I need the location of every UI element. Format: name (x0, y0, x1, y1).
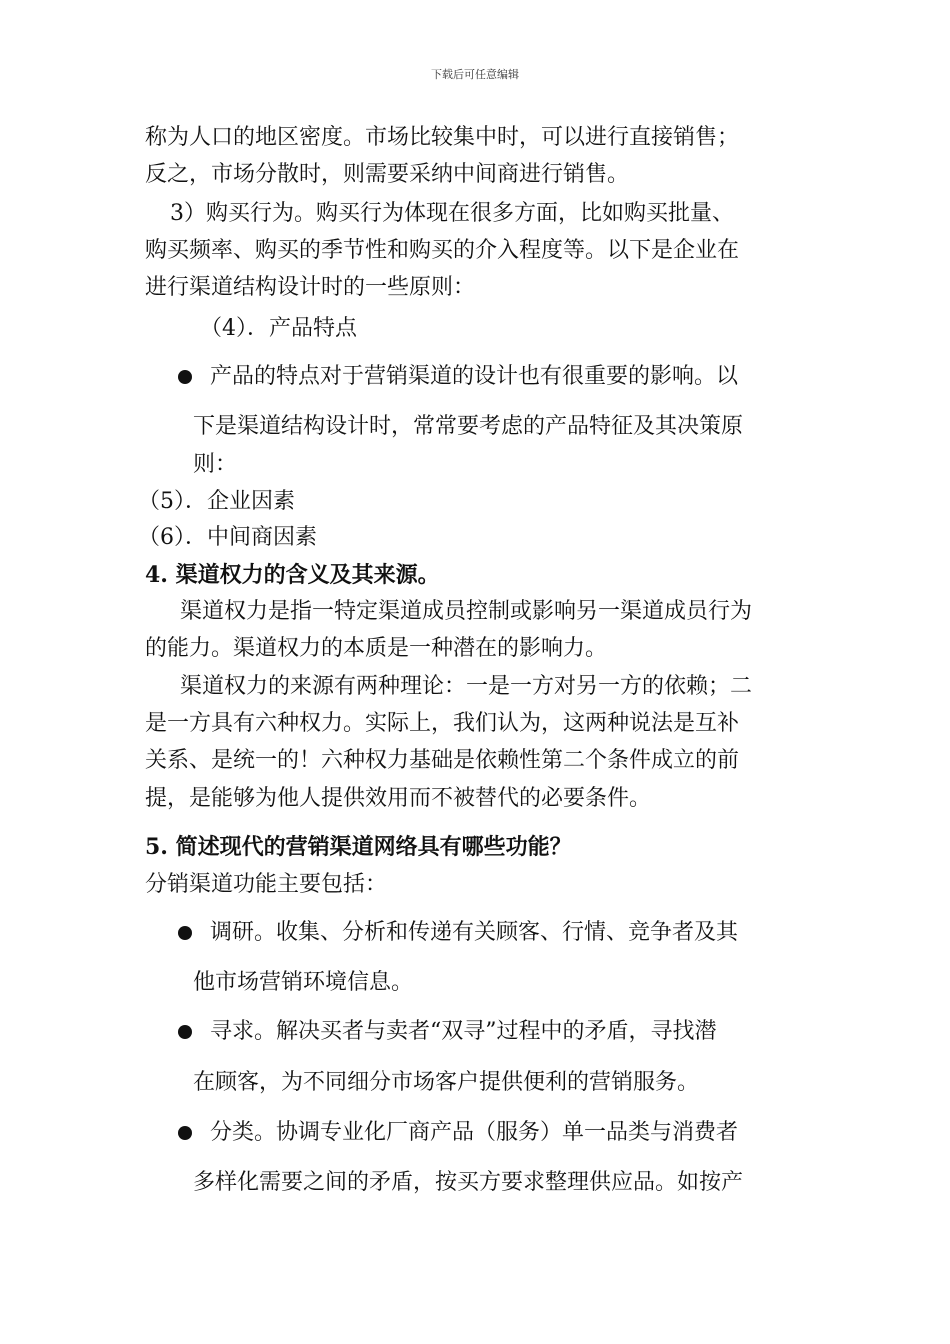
bullet-text: 寻求。解决买者与卖者“双寻”过程中的矛盾，寻找潜 (210, 1019, 717, 1044)
section-heading-4: 4. 渠道权力的含义及其来源。 (145, 562, 440, 588)
text-line: 购买频率、购买的季节性和购买的介入程度等。以下是企业在 (145, 238, 740, 263)
paragraph-line: 提，是能够为他人提供效用而不被替代的必要条件。 (145, 786, 652, 811)
paragraph-line: 是一方具有六种权力。实际上，我们认为，这两种说法是互补 (145, 711, 740, 736)
bullet-text: 分类。协调专业化厂商产品（服务）单一品类与消费者 (210, 1120, 739, 1145)
bullet-icon (178, 1025, 192, 1039)
text-line: 进行渠道结构设计时的一些原则： (145, 275, 476, 300)
text-line: 称为人口的地区密度。市场比较集中时，可以进行直接销售； (145, 125, 740, 150)
bullet-text: 产品的特点对于营销渠道的设计也有很重要的影响。以 (210, 364, 739, 389)
subheading-product-features: （4）．产品特点 (200, 316, 357, 341)
bullet-icon (178, 1126, 192, 1140)
bullet-icon (178, 370, 192, 384)
text-line: 3）购买行为。购买行为体现在很多方面，比如购买批量、 (170, 201, 734, 226)
subheading-intermediary-factors: （6）．中间商因素 (138, 525, 317, 550)
section-heading-5: 5. 简述现代的营销渠道网络具有哪些功能？ (145, 834, 572, 860)
text-line: 反之，市场分散时，则需要采纳中间商进行销售。 (145, 162, 630, 187)
bullet-icon (178, 926, 192, 940)
paragraph-line: 的能力。渠道权力的本质是一种潜在的影响力。 (145, 636, 608, 661)
bullet-text: 他市场营销环境信息。 (193, 970, 414, 995)
paragraph-line: 渠道权力是指一特定渠道成员控制或影响另一渠道成员行为 (180, 599, 753, 624)
bullet-text: 下是渠道结构设计时，常常要考虑的产品特征及其决策原 (193, 414, 744, 439)
page-header: 下载后可任意编辑 (431, 68, 519, 81)
bullet-text: 则： (193, 452, 238, 477)
paragraph-line: 关系、是统一的！六种权力基础是依赖性第二个条件成立的前 (145, 748, 740, 773)
paragraph-line: 分销渠道功能主要包括： (145, 872, 388, 897)
paragraph-line: 渠道权力的来源有两种理论：一是一方对另一方的依赖；二 (180, 674, 753, 699)
bullet-text: 调研。收集、分析和传递有关顾客、行情、竞争者及其 (210, 920, 739, 945)
bullet-text: 在顾客，为不同细分市场客户提供便利的营销服务。 (193, 1070, 700, 1095)
subheading-enterprise-factors: （5）．企业因素 (138, 489, 295, 514)
bullet-text: 多样化需要之间的矛盾，按买方要求整理供应品。如按产 (193, 1170, 744, 1195)
